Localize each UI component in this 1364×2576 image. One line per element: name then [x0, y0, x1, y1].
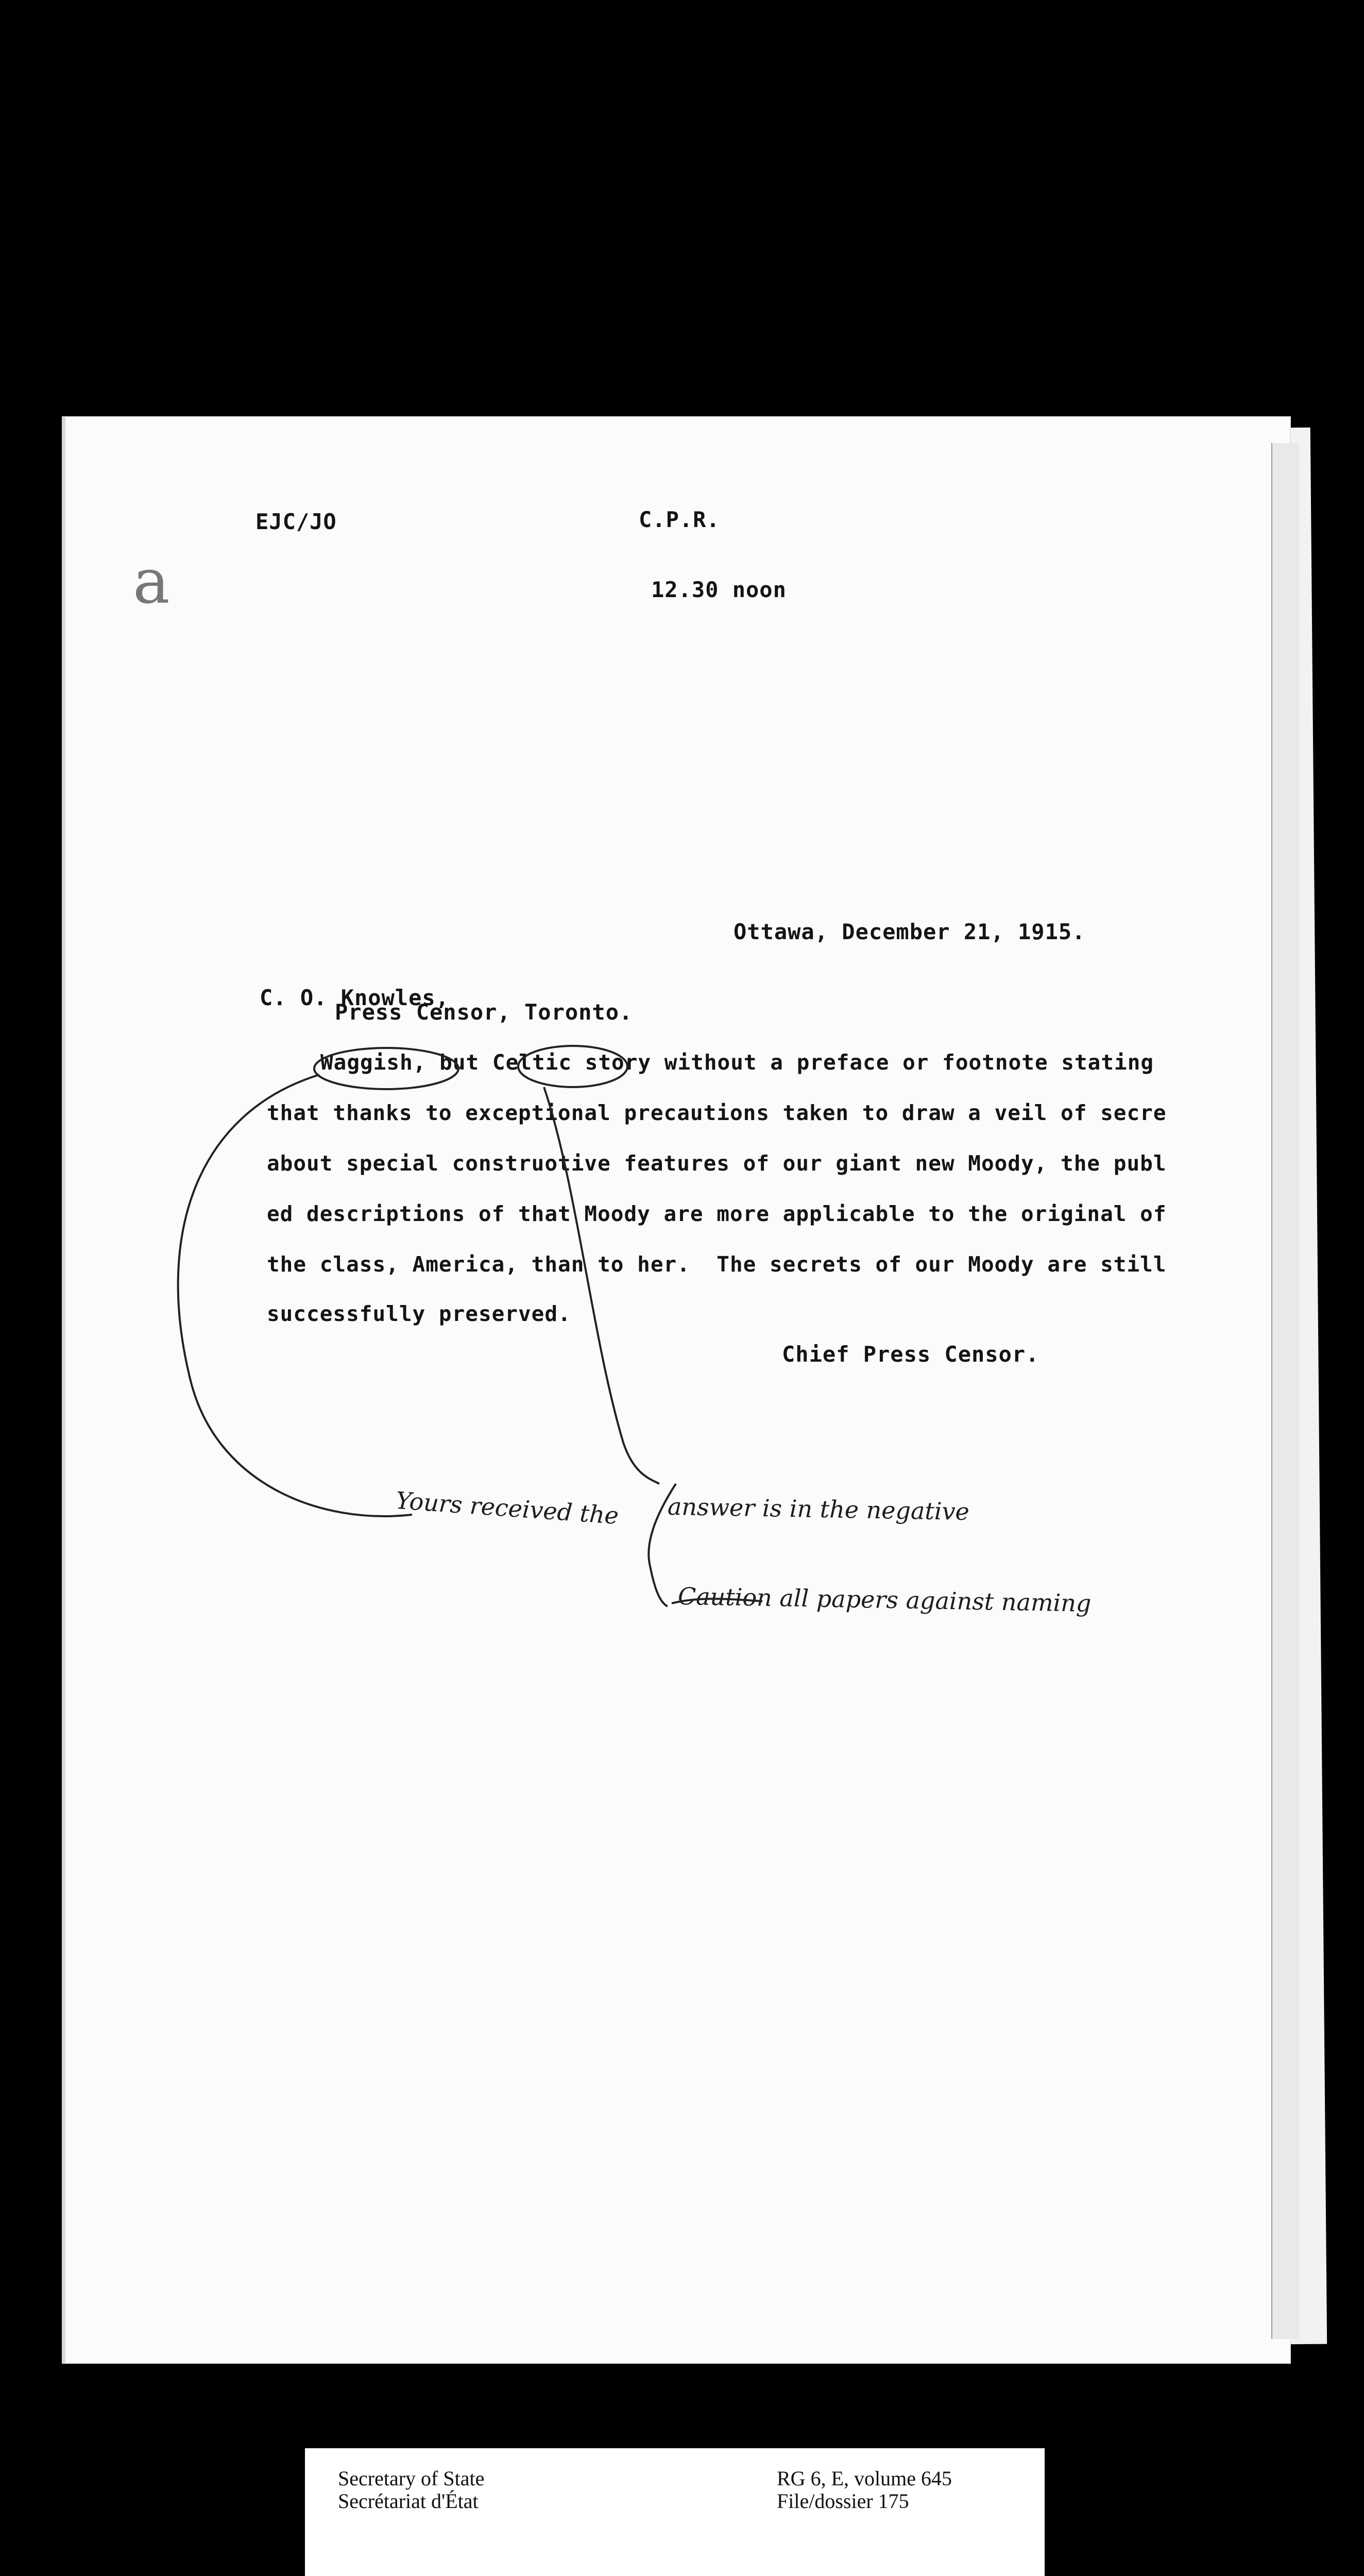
archive-label: [305, 2448, 1045, 2576]
label-volume: RG 6, E, volume 645: [777, 2467, 952, 2490]
recipient-name: C. O. Knowles,: [260, 985, 450, 1010]
label-department-en: Secretary of State: [338, 2467, 485, 2490]
page-edge: [1271, 443, 1299, 2339]
label-department-fr: Secrétariat d'État: [338, 2489, 479, 2513]
handwritten-note-left: Yours received the: [395, 1486, 620, 1530]
body-line: Waggish, but Celtic story without a preface or footnote stating: [320, 1050, 1154, 1075]
body-line: about special construotive features of our giant new Moody, the publ: [267, 1151, 1167, 1176]
time-stamp: 12.30 noon: [651, 577, 787, 602]
pencil-mark: a: [133, 546, 170, 618]
reference-code: EJC/JO: [255, 509, 337, 534]
body-line: ed descriptions of that Moody are more applicable to the original of: [267, 1201, 1167, 1226]
body-line: successfully preserved.: [267, 1301, 571, 1326]
body-line: that thanks to exceptional precautions taken to draw a veil of secre: [267, 1100, 1167, 1125]
signature-line: Chief Press Censor.: [782, 1342, 1039, 1367]
handwritten-note-caution: Caution all papers against naming: [677, 1582, 1092, 1617]
letter-page: [62, 416, 1291, 2364]
company-code: C.P.R.: [639, 507, 720, 532]
label-file: File/dossier 175: [777, 2489, 909, 2513]
recipient-title: Press Censor, Toronto.: [335, 999, 633, 1025]
place-date: Ottawa, December 21, 1915.: [734, 919, 1086, 944]
handwritten-note-right: answer is in the negative: [667, 1492, 970, 1526]
body-line: the class, America, than to her. The secrets of our Moody are still: [267, 1252, 1167, 1277]
